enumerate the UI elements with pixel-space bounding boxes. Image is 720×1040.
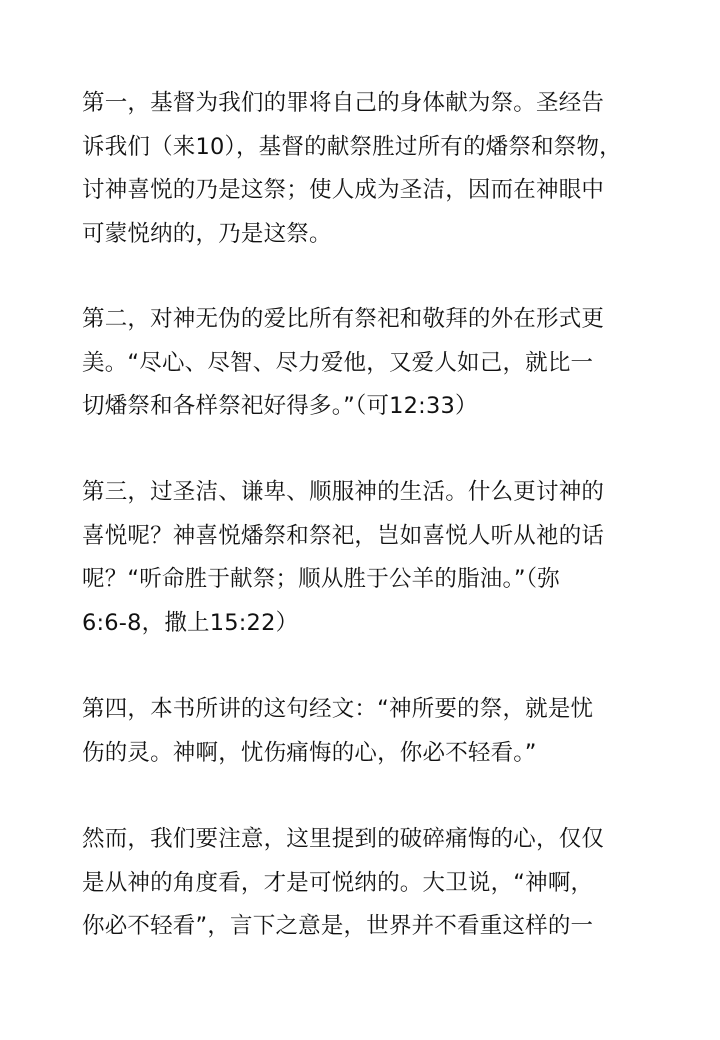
paragraph-3: [82, 471, 682, 645]
paragraph-5: [82, 818, 682, 949]
text-line: 切燔祭和各样祭祀好得多。”（可12:33）: [82, 393, 478, 419]
text-line: 呢？“听命胜于献祭；顺从胜于公羊的脂油。”（弥: [82, 566, 560, 592]
text-line: 喜悦呢？神喜悦燔祭和祭祀，岂如喜悦人听从祂的话: [82, 522, 605, 549]
text-line: 讨神喜悦的乃是这祭；使人成为圣洁，因而在神眼中: [82, 177, 605, 203]
text-line: 然而，我们要注意，这里提到的破碎痛悔的心，仅仅: [82, 826, 605, 852]
text-line: 诉我们（来10），基督的献祭胜过所有的燔祭和祭物，: [82, 133, 622, 160]
paragraph-1: [82, 82, 682, 256]
text-line: 你必不轻看”，言下之意是，世界并不看重这样的一: [82, 913, 594, 939]
paragraph-4: [82, 688, 682, 775]
text-line: 第二，对神无伪的爱比所有祭祀和敬拜的外在形式更: [82, 306, 605, 332]
text-line: 6:6-8，撒上15:22）: [82, 609, 299, 636]
text-line: 美。“尽心、尽智、尽力爱他，又爱人如己，就比一: [82, 349, 594, 376]
text-line: 第一，基督为我们的罪将自己的身体献为祭。圣经告: [82, 90, 605, 116]
text-line: 是从神的角度看，才是可悦纳的。大卫说，“神啊，: [82, 869, 594, 896]
text-line: 可蒙悦纳的，乃是这祭。: [82, 220, 332, 247]
text-line: 第三，过圣洁、谦卑、顺服神的生活。什么更讨神的: [82, 479, 605, 505]
text-line: 伤的灵。神啊，忧伤痛悔的心，你必不轻看。”: [82, 739, 537, 766]
paragraph-2: [82, 298, 682, 429]
text-line: 第四，本书所讲的这句经文：“神所要的祭，就是忧: [82, 696, 594, 722]
